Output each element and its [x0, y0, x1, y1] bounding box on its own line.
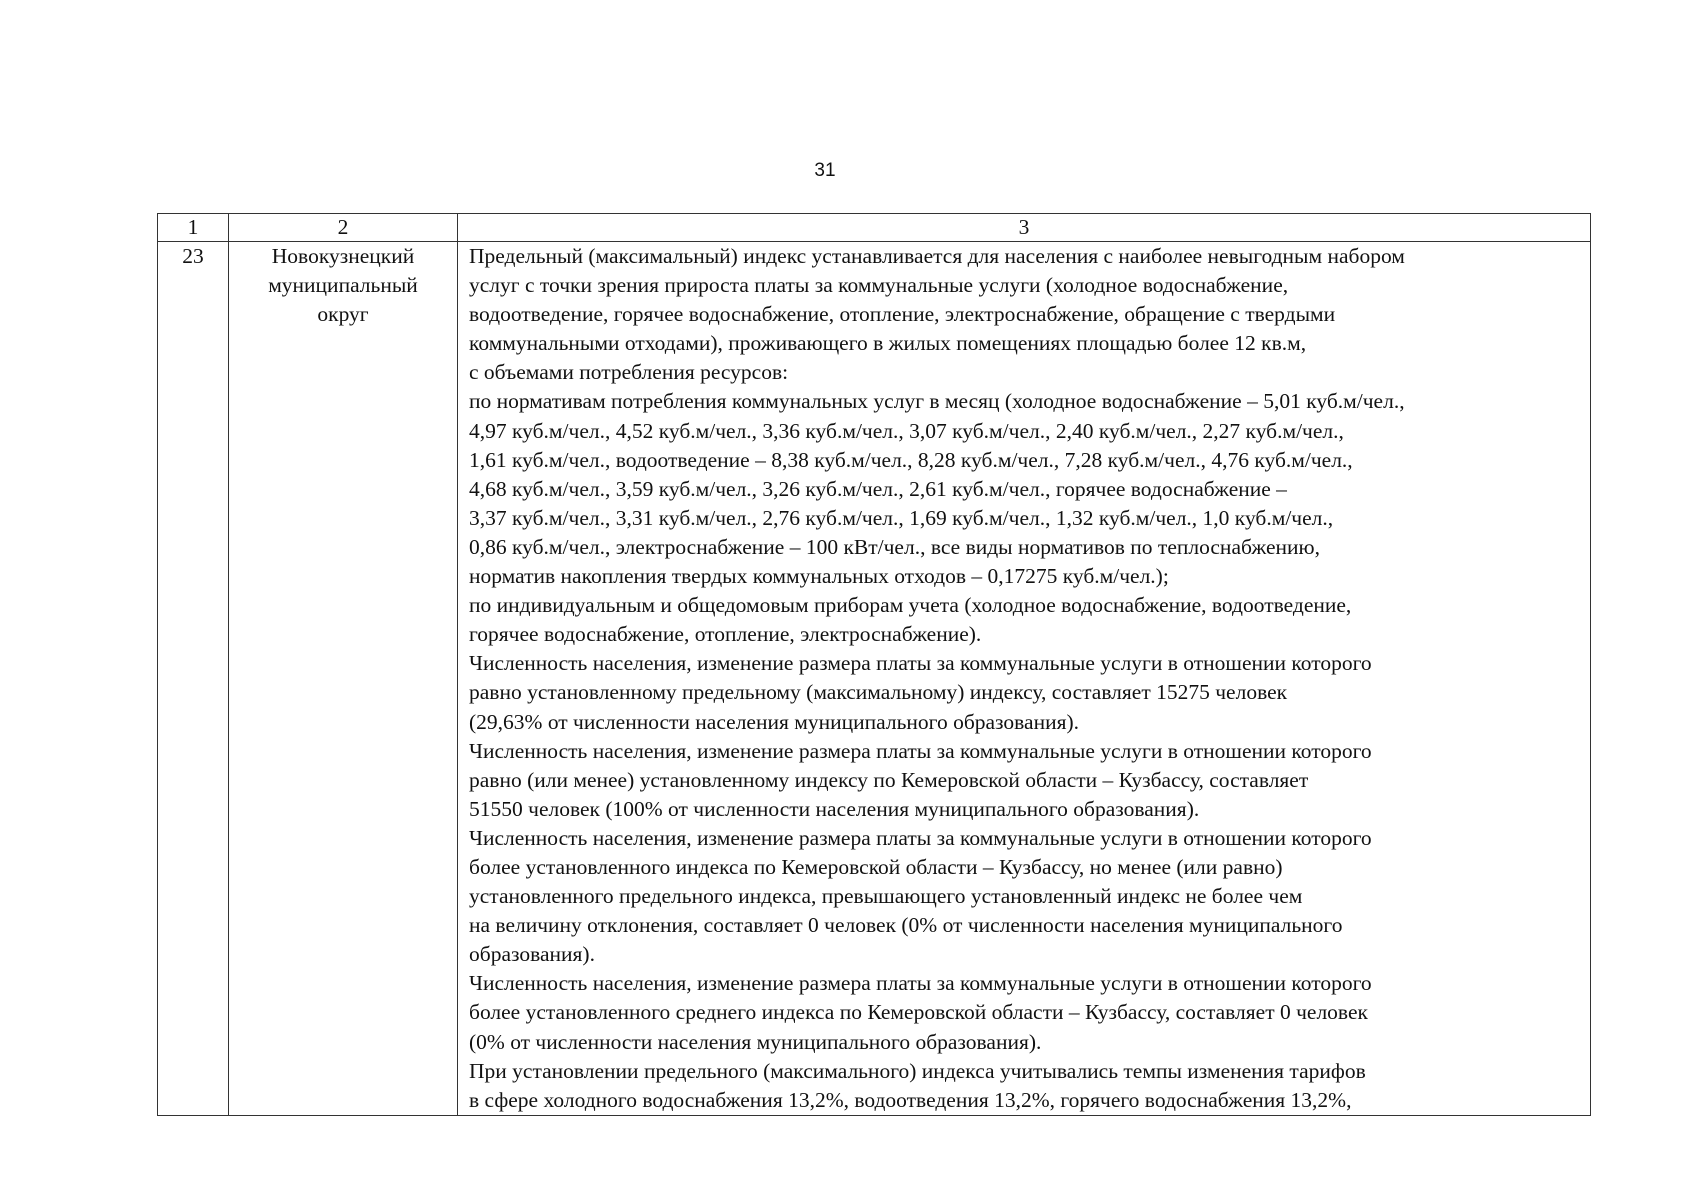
municipality-name [229, 242, 458, 1116]
description-line: с объемами потребления ресурсов: [469, 360, 789, 385]
description-line: равно установленному предельному (максимальному) индексу, составляет 15275 человек [469, 680, 1288, 705]
column-number-1: 1 [158, 214, 229, 242]
description-line: более установленного индекса по Кемеровской области – Кузбассу, но менее (или равно) [469, 854, 1283, 879]
description-line: услуг с точки зрения прироста платы за коммунальные услуги (холодное водоснабжение, [469, 273, 1289, 298]
description-line: Численность населения, изменение размера платы за коммунальные услуги в отношении которого [469, 651, 1372, 676]
page-number: 31 [814, 160, 836, 181]
description-line: равно (или менее) установленному индексу по Кемеровской области – Кузбассу, составляет [469, 767, 1309, 792]
description-line: (0% от численности населения муниципального образования). [469, 1029, 1042, 1054]
description-line: Предельный (максимальный) индекс устанавливается для населения с наиболее невыгодным набором [469, 244, 1405, 268]
description-line: горячее водоснабжение, отопление, электроснабжение). [469, 622, 982, 647]
description-line: Численность населения, изменение размера платы за коммунальные услуги в отношении которого [469, 738, 1372, 763]
document-table [157, 213, 1591, 1116]
description-cell [458, 242, 1591, 1116]
description-line: водоотведение, горячее водоснабжение, отопление, электроснабжение, обращение с твердыми [469, 302, 1336, 327]
description-line: по индивидуальным и общедомовым приборам учета (холодное водоснабжение, водоотведение, [469, 593, 1352, 618]
municipality-name-line: Новокузнецкий [271, 244, 415, 268]
description-line: по нормативам потребления коммунальных услуг в месяц (холодное водоснабжение – 5,01 куб.м/чел., [469, 389, 1405, 414]
table-header-row [158, 214, 1591, 242]
description-line: (29,63% от численности населения муниципального образования). [469, 709, 1080, 734]
description-line: При установлении предельного (максимального) индекса учитывались темпы изменения тарифов [469, 1058, 1366, 1083]
description-line: на величину отклонения, составляет 0 человек (0% от численности населения муниципального [469, 913, 1343, 938]
description-line: в сфере холодного водоснабжения 13,2%, водоотведения 13,2%, горячего водоснабжения 13,2%, [469, 1087, 1352, 1112]
description-line: более установленного среднего индекса по Кемеровской области – Кузбассу, составляет 0 человек [469, 1000, 1368, 1025]
description-line: 1,61 куб.м/чел., водоотведение – 8,38 куб.м/чел., 8,28 куб.м/чел., 7,28 куб.м/чел., 4,76 куб.м/чел., [469, 447, 1353, 472]
description-line: Численность населения, изменение размера платы за коммунальные услуги в отношении которого [469, 971, 1372, 996]
description-line: 4,68 куб.м/чел., 3,59 куб.м/чел., 3,26 куб.м/чел., 2,61 куб.м/чел., горячее водоснабжение – [469, 476, 1287, 501]
description-line: Численность населения, изменение размера платы за коммунальные услуги в отношении которого [469, 825, 1372, 850]
description-line: 0,86 куб.м/чел., электроснабжение – 100 кВт/чел., все виды нормативов по теплоснабжению, [469, 534, 1320, 559]
description-line: норматив накопления твердых коммунальных отходов – 0,17275 куб.м/чел.); [469, 564, 1169, 589]
column-number-3: 3 [458, 214, 1591, 242]
row-number: 23 [158, 242, 229, 1116]
column-number-2: 2 [229, 214, 458, 242]
description-line: образования). [469, 942, 595, 967]
municipality-name-line: муниципальный [268, 273, 418, 298]
description-line: 4,97 куб.м/чел., 4,52 куб.м/чел., 3,36 куб.м/чел., 3,07 куб.м/чел., 2,40 куб.м/чел., 2,27 куб.м/чел., [469, 418, 1344, 443]
description-line: коммунальными отходами), проживающего в жилых помещениях площадью более 12 кв.м, [469, 331, 1307, 356]
description-line: 3,37 куб.м/чел., 3,31 куб.м/чел., 2,76 куб.м/чел., 1,69 куб.м/чел., 1,32 куб.м/чел., 1,0 куб.м/чел., [469, 505, 1334, 530]
description-line: 51550 человек (100% от численности населения муниципального образования). [469, 796, 1200, 821]
table-row [158, 242, 1591, 1116]
municipality-name-line: округ [317, 302, 369, 327]
description-line: установленного предельного индекса, превышающего установленный индекс не более чем [469, 884, 1303, 909]
